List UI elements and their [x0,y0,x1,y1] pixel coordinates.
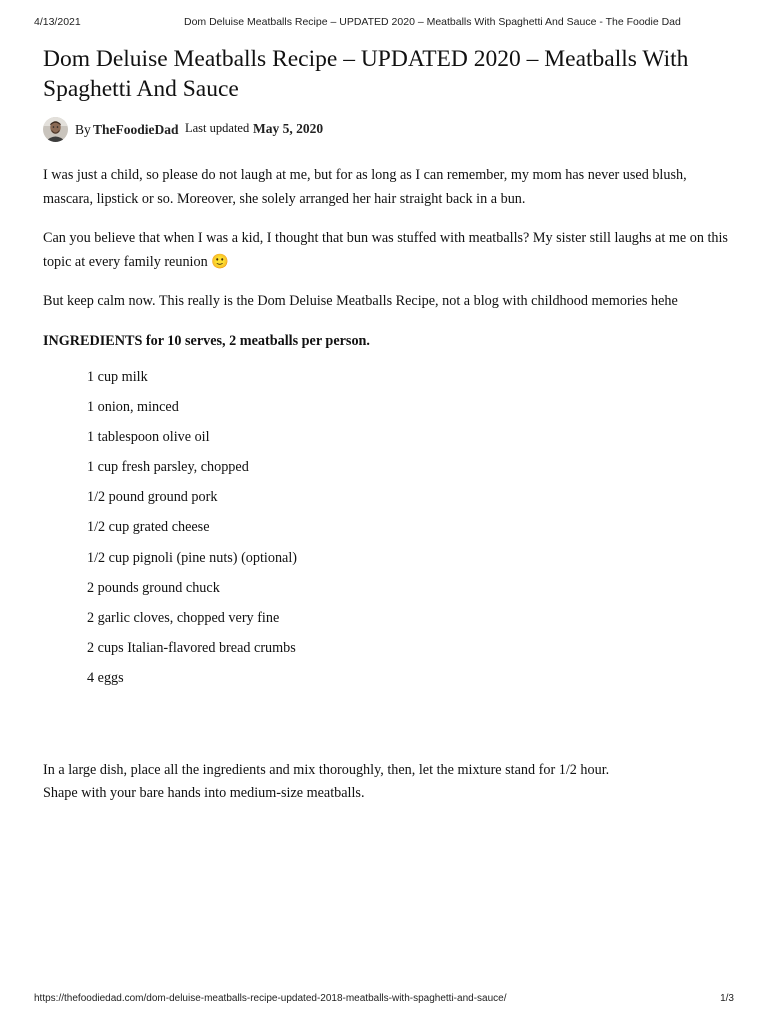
ingredient-item: 1/2 pound ground pork [87,489,218,506]
article-title: Dom Deluise Meatballs Recipe – UPDATED 2020 – Meatballs With Spaghetti And Sauce [43,46,689,102]
ingredient-item: 1 tablespoon olive oil [87,429,210,446]
ingredient-item: 1 cup milk [87,369,148,385]
print-date: 4/13/2021 [34,16,81,28]
ingredient-item: 1/2 cup grated cheese [87,519,210,536]
byline [43,117,733,147]
page-url: https://thefoodiedad.com/dom-deluise-meatballs-recipe-updated-2018-meatballs-with-spaghetti-and-sauce/ [34,993,507,1004]
last-updated-label: Last updated [185,121,250,135]
byline-by-label: By [75,122,91,137]
ingredient-item: 2 cups Italian-flavored bread crumbs [87,639,296,656]
instruction-line: Shape with your bare hands into medium-size meatballs. [43,785,365,802]
print-header [34,16,734,30]
last-updated-date: May 5, 2020 [253,121,324,136]
ingredient-item: 1/2 cup pignoli (pine nuts) (optional) [87,549,298,566]
instructions [43,759,733,806]
instruction-line: In a large dish, place all the ingredients and mix thoroughly, then, let the mixture stand for 1/2 hour. [43,761,610,778]
ingredient-item: 2 pounds ground chuck [87,579,220,596]
ingredients-heading: INGREDIENTS for 10 serves, 2 meatballs per person. [43,332,370,349]
intro-paragraph-2: Can you believe that when I was a kid, I thought that bun was stuffed with meatballs? My sister still laughs at me on this topic at every family reunion 🙂 [43,230,728,270]
avatar-photo-icon [43,117,68,142]
print-footer [34,993,734,1007]
intro-paragraph-1: I was just a child, so please do not laugh at me, but for as long as I can remember, my mom has never used blush, mascara, lipstick or so. Moreover, she solely arranged her hair straight back in a bun. [43,167,687,207]
ingredient-item: 1 onion, minced [87,399,179,416]
ingredient-item: 1 cup fresh parsley, chopped [87,459,249,476]
article [43,44,733,806]
page-number: 1/3 [720,993,734,1004]
print-document-title: Dom Deluise Meatballs Recipe – UPDATED 2020 – Meatballs With Spaghetti And Sauce - The Foodie Dad [184,16,681,28]
ingredient-item: 2 garlic cloves, chopped very fine [87,609,280,626]
author-avatar[interactable] [43,117,68,142]
ingredient-item: 4 eggs [87,669,124,686]
ingredients-list [43,367,733,688]
intro-paragraph-3: But keep calm now. This really is the Dom Deluise Meatballs Recipe, not a blog with childhood memories hehe [43,293,678,309]
author-link[interactable]: TheFoodieDad [93,122,179,137]
